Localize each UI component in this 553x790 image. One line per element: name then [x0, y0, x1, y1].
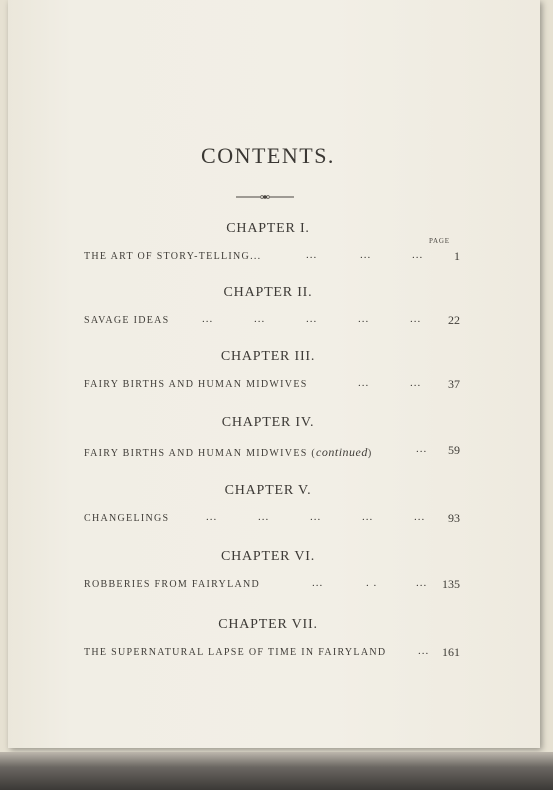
page-number: 59 — [448, 443, 460, 457]
ornament-divider — [236, 194, 294, 200]
leader-dots: ... — [416, 577, 428, 589]
leader-dots: ... — [358, 313, 370, 325]
toc-entry — [84, 577, 460, 593]
leader-dots: ... — [258, 511, 270, 523]
leader-dots: ... — [312, 577, 324, 589]
leader-dots: ... — [412, 249, 424, 261]
book-page — [8, 0, 540, 748]
chapter-heading: CHAPTER VII. — [218, 617, 318, 632]
entry-title: THE ART OF STORY-TELLING... — [84, 251, 262, 262]
page-number: 135 — [442, 577, 460, 591]
chapter-heading: CHAPTER I. — [226, 221, 310, 236]
entry-title: SAVAGE IDEAS — [84, 315, 170, 326]
leader-dots: ... — [410, 313, 422, 325]
entry-title: FAIRY BIRTHS AND HUMAN MIDWIVES — [84, 379, 308, 390]
leader-dots: . . — [366, 577, 378, 589]
leader-dots: ... — [362, 511, 374, 523]
leader-dots: ... — [206, 511, 218, 523]
chapter-heading: CHAPTER V. — [224, 483, 312, 498]
chapter-heading: CHAPTER III. — [220, 349, 316, 364]
leader-dots: ... — [410, 377, 422, 389]
page-number: 1 — [454, 249, 460, 263]
leader-dots: ... — [358, 377, 370, 389]
page-number: 93 — [448, 511, 460, 525]
leader-dots: ... — [310, 511, 322, 523]
chapter-heading: CHAPTER II. — [223, 285, 313, 300]
leader-dots: ... — [418, 645, 430, 657]
leader-dots: ... — [360, 249, 372, 261]
leader-dots: ... — [254, 313, 266, 325]
chapter-heading: CHAPTER IV. — [221, 415, 315, 430]
toc-entry — [84, 443, 460, 459]
page-column-label: PAGE — [429, 237, 450, 245]
page-number: 37 — [448, 377, 460, 391]
page-number: 161 — [442, 645, 460, 659]
toc-entry — [84, 645, 460, 661]
leader-dots: ... — [416, 443, 428, 455]
entry-title: ROBBERIES FROM FAIRYLAND — [84, 579, 261, 590]
leader-dots: ... — [414, 511, 426, 523]
entry-title-italic: continued — [316, 445, 368, 459]
leader-dots: ... — [306, 249, 318, 261]
table-surface — [0, 752, 553, 790]
toc-entry — [84, 377, 460, 393]
toc-entry — [84, 313, 460, 329]
leader-dots: ... — [202, 313, 214, 325]
chapter-heading: CHAPTER VI. — [220, 549, 316, 564]
toc-entry — [84, 249, 460, 265]
entry-title: FAIRY BIRTHS AND HUMAN MIDWIVES (continued) — [84, 445, 373, 459]
contents-heading: CONTENTS. — [201, 143, 335, 168]
page-number: 22 — [448, 313, 460, 327]
toc-entry — [84, 511, 460, 527]
leader-dots: ... — [306, 313, 318, 325]
entry-title: CHANGELINGS — [84, 513, 170, 524]
entry-title: THE SUPERNATURAL LAPSE OF TIME IN FAIRYLAND — [84, 647, 387, 658]
